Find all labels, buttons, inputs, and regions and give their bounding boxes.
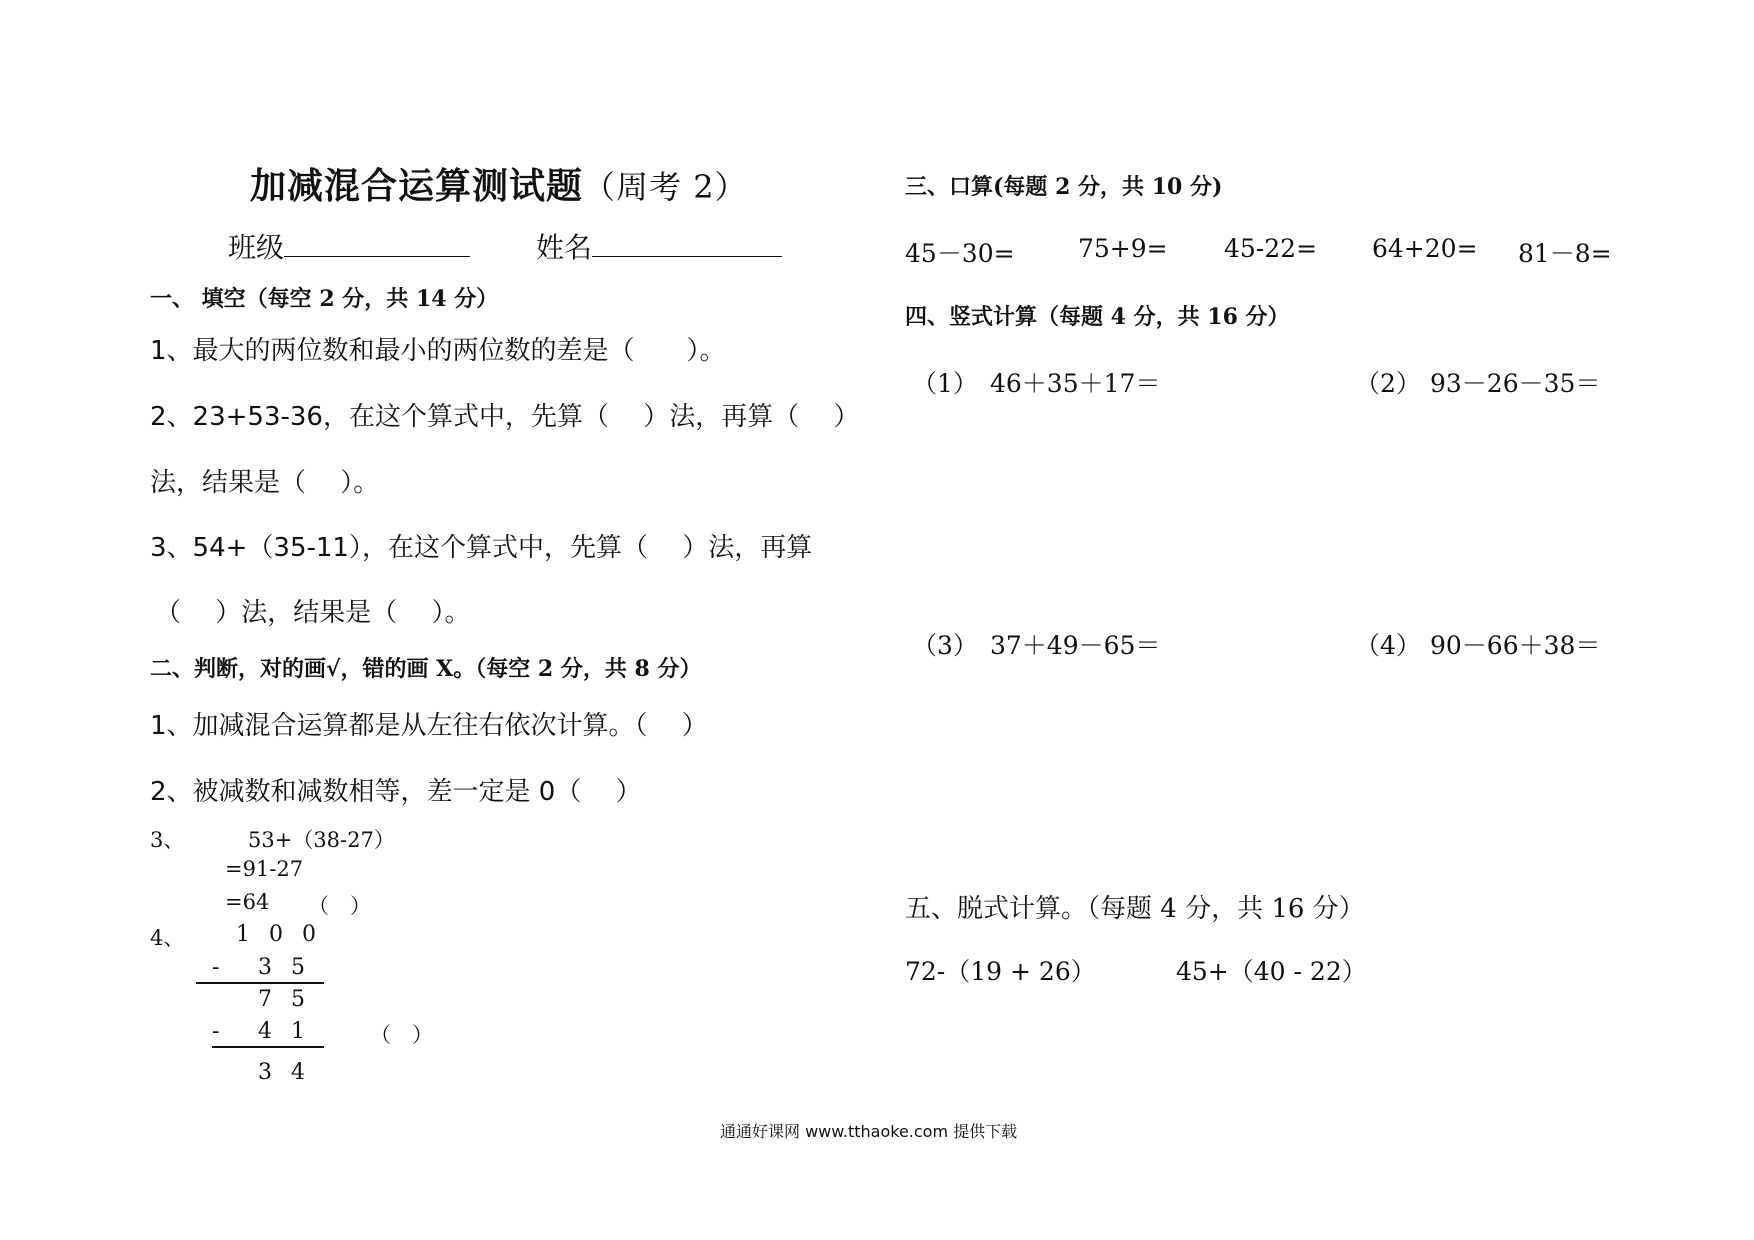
- q3-step-1: =91-27: [225, 857, 304, 881]
- name-label: 姓名: [536, 231, 593, 264]
- q4-operator-2: -: [212, 1019, 226, 1044]
- vertical-calc-1: 46＋35＋17＝: [990, 369, 1161, 398]
- title-sub: （周考 2）: [583, 168, 748, 206]
- section3-header: 三、口算(每题 2 分，共 10 分): [905, 174, 1223, 200]
- section1-header: 一、 填空（每空 2 分，共 14 分）: [150, 286, 499, 312]
- q4-result: 3 4: [258, 1060, 311, 1085]
- q3-answer-paren[interactable]: （ ）: [308, 894, 371, 918]
- vertical-calc-2: 93－26－35＝: [1430, 369, 1601, 398]
- q4-underline-2: [212, 1046, 324, 1048]
- class-blank[interactable]: [284, 230, 470, 257]
- vertical-calc-4: 90－66＋38＝: [1430, 631, 1601, 660]
- section1-item-3: 3、54+（35-11），在这个算式中，先算（ ）法，再算: [150, 533, 813, 563]
- oral-item-4: 64+20=: [1372, 234, 1478, 263]
- section4-header: 四、竖式计算（每题 4 分，共 16 分）: [905, 304, 1290, 330]
- q4-underline-1: [196, 982, 324, 984]
- vertical-calc-3-number: （3）: [912, 631, 978, 660]
- class-field: [228, 226, 470, 266]
- q3-expression: 53+（38-27）: [248, 828, 395, 852]
- name-blank[interactable]: [592, 230, 782, 257]
- q4-line-2: 3 5: [258, 955, 311, 980]
- oral-item-1: 45－30=: [905, 239, 1015, 268]
- oral-item-3: 45-22=: [1224, 234, 1318, 263]
- vertical-calc-3: 37＋49－65＝: [990, 631, 1161, 660]
- title-main: 加减混合运算测试题: [250, 165, 584, 207]
- section2-item-1: 1、加减混合运算都是从左往右依次计算。（ ）: [150, 711, 708, 741]
- q3-step-2: =64: [225, 890, 270, 914]
- q4-line-4: 4 1: [258, 1019, 311, 1044]
- stepwise-calc-2: 45+（40 - 22）: [1176, 957, 1367, 986]
- q4-line-1: 1 0 0: [236, 922, 322, 947]
- section2-item-2: 2、被减数和减数相等，差一定是 0（ ）: [150, 777, 642, 807]
- section1-item-1: 1、最大的两位数和最小的两位数的差是（ ）。: [150, 336, 726, 366]
- q4-operator-1: -: [212, 955, 226, 980]
- section1-item-2-cont: 法，结果是（ ）。: [150, 468, 380, 498]
- oral-item-5: 81－8=: [1518, 239, 1612, 268]
- q4-line-3: 7 5: [258, 987, 311, 1012]
- q3-number: 3、: [150, 828, 185, 852]
- vertical-calc-2-number: （2）: [1355, 369, 1421, 398]
- name-field: [536, 226, 782, 266]
- q4-number: 4、: [150, 926, 185, 950]
- q4-answer-paren[interactable]: （ ）: [370, 1023, 433, 1047]
- vertical-calc-4-number: （4）: [1355, 631, 1421, 660]
- section1-item-3-cont: （ ）法，结果是（ ）。: [155, 598, 471, 628]
- footer-credit: 通通好课网 www.tthaoke.com 提供下载: [720, 1122, 1018, 1141]
- section5-header: 五、脱式计算。（每题 4 分，共 16 分）: [905, 894, 1365, 924]
- oral-item-2: 75+9=: [1078, 234, 1168, 263]
- class-label: 班级: [228, 231, 285, 264]
- section1-item-2: 2、23+53-36，在这个算式中，先算（ ）法，再算（ ）: [150, 402, 860, 432]
- page-title: [250, 158, 748, 209]
- stepwise-calc-1: 72-（19 + 26）: [905, 957, 1096, 986]
- section2-header: 二、判断，对的画√，错的画 X。（每空 2 分，共 8 分）: [150, 656, 702, 682]
- vertical-calc-1-number: （1）: [912, 369, 978, 398]
